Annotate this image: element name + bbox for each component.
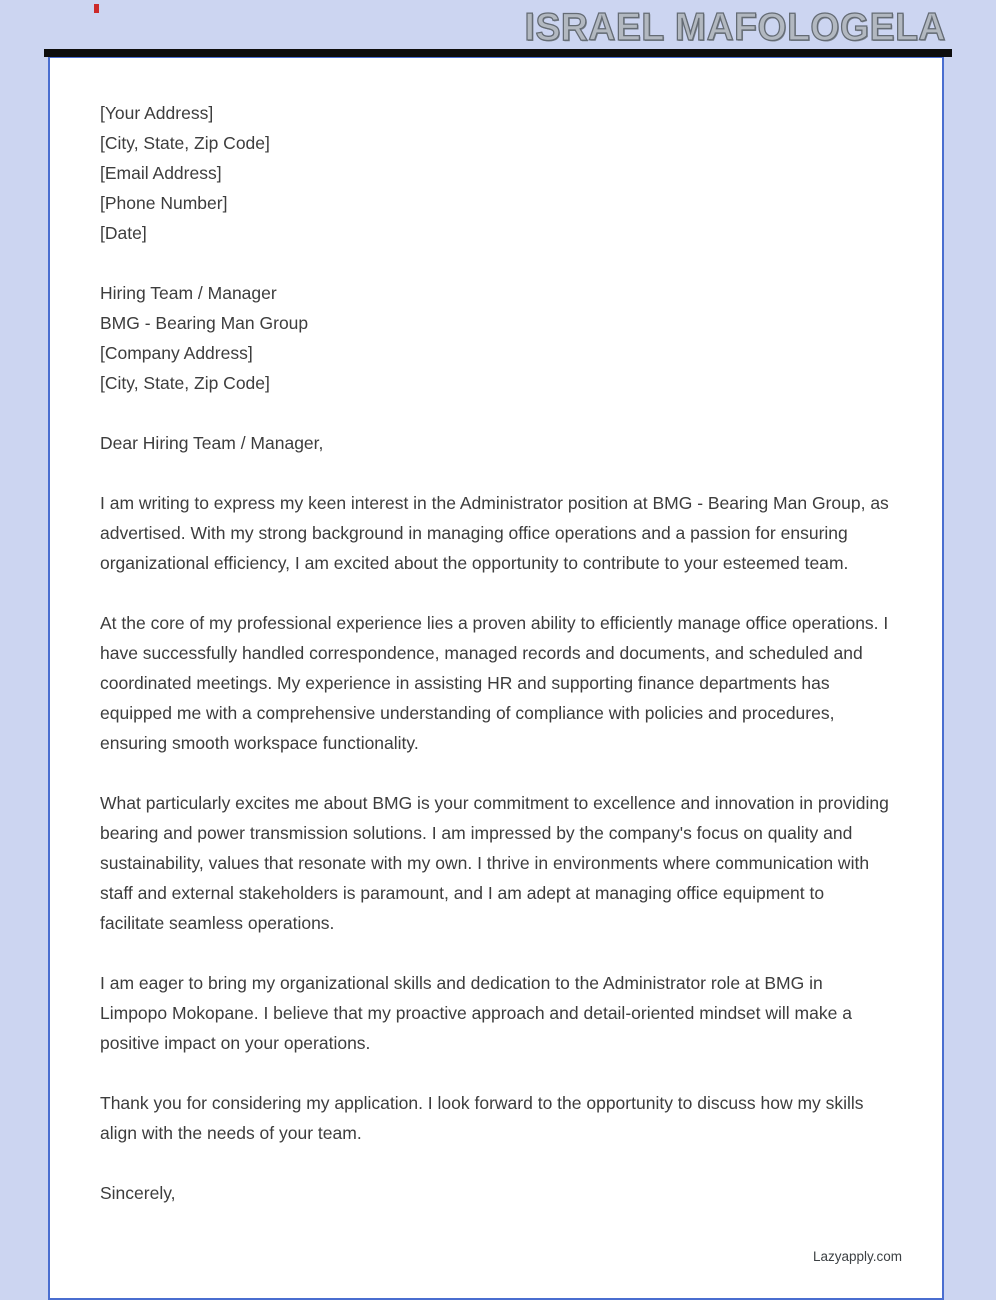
sender-address-block (100, 98, 892, 248)
paragraph-company-fit: What particularly excites me about BMG is your commitment to excellence and innovation in providing bearing and power transmission solutions. I am impressed by the company's focus on quality and sustainability, values that resonate with my own. I thrive in environments where communication with staff and external stakeholders is paramount, and I am adept at managing office equipment to facilitate seamless operations. (100, 793, 889, 933)
sender-line-city: [City, State, Zip Code] (100, 133, 270, 153)
recipient-line-company: BMG - Bearing Man Group (100, 313, 309, 333)
paragraph-thanks: Thank you for considering my application. I look forward to the opportunity to discuss how my skills align with the needs of your team. (100, 1093, 864, 1143)
header-divider-bar (44, 49, 952, 57)
letter-content (50, 58, 942, 1208)
footer-brand: Lazyapply.com (812, 1249, 902, 1264)
closing: Sincerely, (100, 1183, 176, 1203)
recipient-block (100, 278, 892, 398)
sender-line-address: [Your Address] (100, 103, 214, 123)
red-marker (94, 4, 99, 13)
recipient-line-city: [City, State, Zip Code] (100, 373, 270, 393)
recipient-line-team: Hiring Team / Manager (100, 283, 277, 303)
letter-page (48, 56, 944, 1300)
sender-line-date: [Date] (100, 223, 147, 243)
paragraph-role-fit: I am eager to bring my organizational skills and dedication to the Administrator role at BMG in Limpopo Mokopane. I believe that my proactive approach and detail-oriented mindset will make a positive impact on your operations. (100, 973, 852, 1053)
sender-line-phone: [Phone Number] (100, 193, 228, 213)
paragraph-experience: At the core of my professional experience lies a proven ability to efficiently manage office operations. I have successfully handled correspondence, managed records and documents, and scheduled and coordinated meetings. My experience in assisting HR and supporting finance departments has equipped me with a comprehensive understanding of compliance with policies and procedures, ensuring smooth workspace functionality. (100, 613, 889, 753)
salutation: Dear Hiring Team / Manager, (100, 433, 324, 453)
recipient-line-company-address: [Company Address] (100, 343, 253, 363)
header-name: ISRAEL MAFOLOGELA (524, 6, 946, 49)
paragraph-intro: I am writing to express my keen interest in the Administrator position at BMG - Bearing Man Group, as advertised. With my strong background in managing office operations and a passion for ensuring organizational efficiency, I am excited about the opportunity to contribute to your esteemed team. (100, 493, 889, 573)
sender-line-email: [Email Address] (100, 163, 222, 183)
